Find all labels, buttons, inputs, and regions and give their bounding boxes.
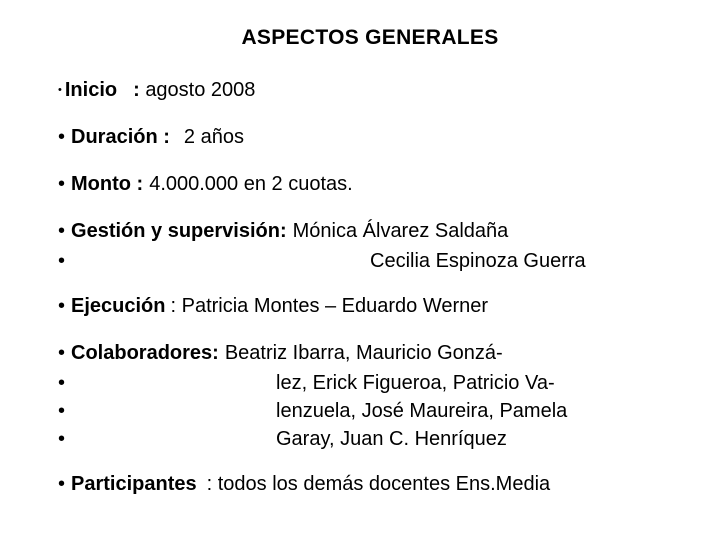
monto-value: 4.000.000 en 2 cuotas. <box>149 173 353 195</box>
duracion-value: 2 años <box>183 126 244 148</box>
bullet-icon: • <box>58 428 66 450</box>
item-inicio <box>58 78 255 102</box>
slide-title: ASPECTOS GENERALES <box>241 26 499 49</box>
bullet-icon: • <box>58 126 66 148</box>
item-duracion <box>58 125 244 149</box>
bullet-icon: • <box>58 295 66 317</box>
colaboradores-line: lez, Erick Figueroa, Patricio Va- <box>276 372 555 394</box>
inicio-value: agosto 2008 <box>145 79 256 101</box>
item-gestion <box>58 219 508 243</box>
bullet-icon: • <box>58 220 66 242</box>
inicio-sep: : <box>133 79 146 101</box>
ejecucion-value: : Patricia Montes – Eduardo Werner <box>170 295 489 317</box>
ejecucion-label: Ejecución <box>71 295 166 317</box>
bullet-icon: • <box>58 250 66 272</box>
colaboradores-line: lenzuela, José Maureira, Pamela <box>276 400 568 422</box>
inicio-label: Inicio <box>64 79 118 101</box>
gestion-value-2: Cecilia Espinoza Guerra <box>370 250 586 272</box>
bullet-icon: • <box>58 372 66 394</box>
duracion-label: Duración : <box>71 126 170 148</box>
colaboradores-label: Colaboradores: <box>71 342 219 364</box>
bullet-icon: • <box>58 473 66 495</box>
gestion-label: Gestión y supervisión: <box>71 220 287 242</box>
participantes-label: Participantes <box>71 473 197 495</box>
colaboradores-line: Garay, Juan C. Henríquez <box>276 428 507 450</box>
monto-label: Monto : <box>71 173 144 195</box>
colaboradores-line: Beatriz Ibarra, Mauricio Gonzá- <box>224 342 503 364</box>
bullet-icon: • <box>58 173 66 195</box>
bullet-icon: • <box>58 342 66 364</box>
bullet-icon: • <box>58 84 62 96</box>
item-colaboradores <box>58 341 503 365</box>
item-ejecucion <box>58 294 488 318</box>
bullet-icon: • <box>58 400 66 422</box>
participantes-value: : todos los demás docentes Ens.Media <box>206 473 551 495</box>
gestion-value: Mónica Álvarez Saldaña <box>292 220 509 242</box>
item-monto <box>58 172 353 196</box>
item-participantes <box>58 472 550 496</box>
